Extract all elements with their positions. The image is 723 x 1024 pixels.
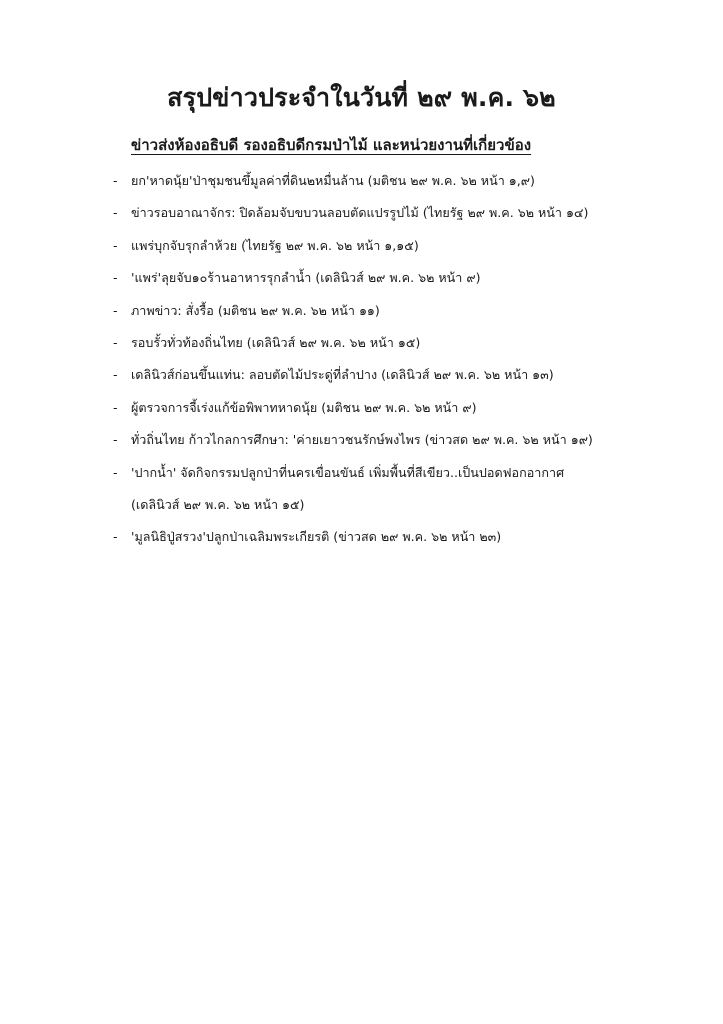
list-item bbox=[0, 235, 723, 267]
page-title: สรุปข่าวประจำในวันที่ ๒๙ พ.ค. ๖๒ bbox=[167, 83, 556, 112]
bullet: - bbox=[113, 205, 118, 221]
list-item bbox=[0, 364, 723, 396]
news-item-text: ผู้ตรวจการจี้เร่งแก้ข้อพิพาทหาดนุ้ย (มติชน ๒๙ พ.ค. ๖๒ หน้า ๙) bbox=[131, 399, 477, 415]
list-item bbox=[0, 202, 723, 234]
news-item-text: เดลินิวส์ก่อนขึ้นแท่น: ลอบตัดไม้ประดู่ที่ลำปาง (เดลินิวส์ ๒๙ พ.ค. ๖๒ หน้า ๑๓) bbox=[131, 367, 554, 383]
list-item bbox=[0, 526, 723, 558]
news-item-text: ยก'หาดนุ้ย'ป่าชุมชนขึ้มูลค่าที่ดิน๒หมื่นล้าน (มติชน ๒๙ พ.ค. ๖๒ หน้า ๑,๙) bbox=[131, 173, 535, 188]
bullet: - bbox=[113, 529, 118, 545]
bullet: - bbox=[113, 302, 118, 318]
list-item bbox=[0, 300, 723, 332]
news-item-text: ภาพข่าว: สั่งรื้อ (มติชน ๒๙ พ.ค. ๖๒ หน้า ๑๑) bbox=[131, 302, 380, 318]
bullet: - bbox=[113, 237, 118, 253]
news-item-text: 'มูลนิธิปู่สรวง'ปลูกป่าเฉลิมพระเกียรติ (ข่าวสด ๒๙ พ.ค. ๖๒ หน้า ๒๓) bbox=[131, 529, 502, 545]
list-item bbox=[0, 267, 723, 299]
list-item bbox=[0, 332, 723, 364]
bullet: - bbox=[113, 173, 118, 188]
section-heading: ข่าวส่งห้องอธิบดี รองอธิบดีกรมป่าไม้ และหน่วยงานที่เกี่ยวข้อง bbox=[131, 136, 532, 154]
news-item-text: 'ปากน้ำ' จัดกิจกรรมปลูกป่าที่นครเขื่อนขันธ์ เพิ่มพื้นที่สีเขียว..เป็นปอดฟอกอากาศ bbox=[131, 464, 565, 480]
news-item-continuation: (เดลินิวส์ ๒๙ พ.ค. ๖๒ หน้า ๑๕) bbox=[131, 496, 305, 512]
news-list bbox=[0, 170, 723, 559]
news-item-text: แพร่บุกจับรุกลำห้วย (ไทยรัฐ ๒๙ พ.ค. ๖๒ หน้า ๑,๑๕) bbox=[131, 237, 419, 253]
list-item bbox=[0, 397, 723, 429]
bullet: - bbox=[113, 432, 118, 448]
news-item-text: รอบรั้วทั่วท้องถิ่นไทย (เดลินิวส์ ๒๙ พ.ค. ๖๒ หน้า ๑๕) bbox=[131, 334, 421, 350]
bullet: - bbox=[113, 464, 118, 480]
bullet: - bbox=[113, 399, 118, 415]
bullet: - bbox=[113, 367, 118, 383]
list-item bbox=[0, 462, 723, 527]
list-item bbox=[0, 429, 723, 461]
news-item-text: 'แพร่'ลุยจับ๑๐ร้านอาหารรุกลำน้ำ (เดลินิวส์ ๒๙ พ.ค. ๖๒ หน้า ๙) bbox=[131, 270, 481, 286]
bullet: - bbox=[113, 334, 118, 350]
news-item-text: ทั่วถิ่นไทย ก้าวไกลการศึกษา: 'ค่ายเยาวชนรักษ์พงไพร (ข่าวสด ๒๙ พ.ค. ๖๒ หน้า ๑๙) bbox=[131, 432, 593, 448]
news-item-text: ข่าวรอบอาณาจักร: ปิดล้อมจับขบวนลอบตัดแปรรูปไม้ (ไทยรัฐ ๒๙ พ.ค. ๖๒ หน้า ๑๔) bbox=[131, 205, 589, 221]
bullet: - bbox=[113, 270, 118, 286]
list-item bbox=[0, 170, 723, 202]
